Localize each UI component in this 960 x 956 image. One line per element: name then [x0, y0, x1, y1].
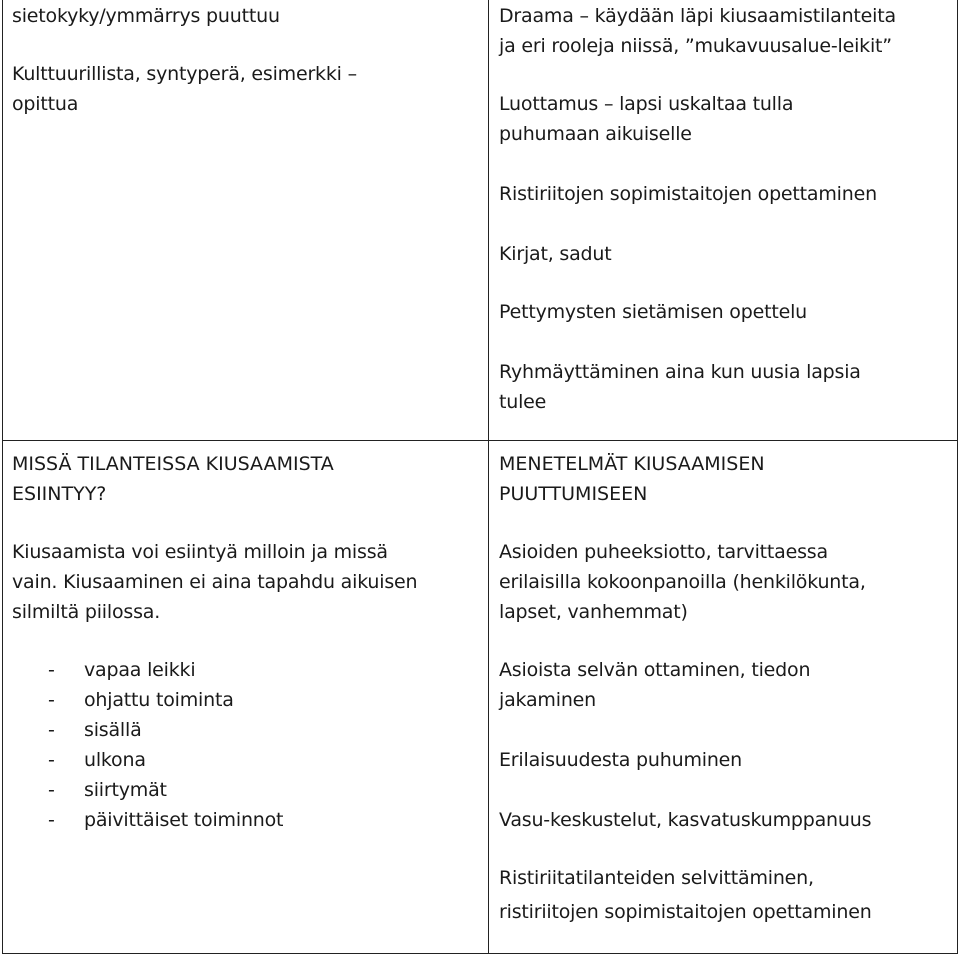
text-line: vain. Kiusaaminen ei aina tapahdu aikuisen: [12, 571, 418, 593]
list-item: ohjattu toiminta: [84, 689, 234, 711]
text-line: Asioista selvän ottaminen, tiedon: [499, 659, 811, 681]
list-bullet: -: [48, 719, 55, 741]
list-item: päivittäiset toiminnot: [84, 809, 284, 831]
list-item: ulkona: [84, 749, 146, 771]
text-line: ristiriitojen sopimistaitojen opettaminen: [499, 901, 872, 923]
text-line: Asioiden puheeksiotto, tarvittaessa: [499, 541, 828, 563]
text-line: Kulttuurillista, syntyperä, esimerkki –: [12, 63, 357, 85]
text-line: lapset, vanhemmat): [499, 601, 688, 623]
text-line: Kiusaamista voi esiintyä milloin ja missä: [12, 541, 388, 563]
text-line: Pettymysten sietämisen opettelu: [499, 301, 807, 323]
list-bullet: -: [48, 689, 55, 711]
text-line: puhumaan aikuiselle: [499, 123, 692, 145]
text-line: opittua: [12, 93, 79, 115]
text-line: erilaisilla kokoonpanoilla (henkilökunta,: [499, 571, 866, 593]
list-bullet: -: [48, 749, 55, 771]
list-bullet: -: [48, 809, 55, 831]
text-line: Ristiriitojen sopimistaitojen opettaminen: [499, 183, 877, 205]
list-item: vapaa leikki: [84, 659, 196, 681]
list-bullet: -: [48, 659, 55, 681]
list-item: sisällä: [84, 719, 142, 741]
text-line: Vasu-keskustelut, kasvatuskumppanuus: [499, 809, 872, 831]
text-line: Kirjat, sadut: [499, 243, 612, 265]
list-bullet: -: [48, 779, 55, 801]
text-line: Draama – käydään läpi kiusaamistilanteita: [499, 5, 896, 27]
section-heading: ESIINTYY?: [12, 483, 107, 505]
text-line: Ryhmäyttäminen aina kun uusia lapsia: [499, 361, 861, 383]
text-line: Erilaisuudesta puhuminen: [499, 749, 743, 771]
column-divider: [488, 0, 489, 954]
text-line: sietokyky/ymmärrys puuttuu: [12, 5, 280, 27]
section-heading: PUUTTUMISEEN: [499, 483, 648, 505]
text-line: jakaminen: [499, 689, 596, 711]
section-heading: MISSÄ TILANTEISSA KIUSAAMISTA: [12, 453, 334, 475]
text-line: tulee: [499, 391, 547, 413]
list-item: siirtymät: [84, 779, 167, 801]
row-divider: [2, 440, 958, 441]
section-heading: MENETELMÄT KIUSAAMISEN: [499, 453, 765, 475]
text-line: Ristiriitatilanteiden selvittäminen,: [499, 867, 814, 889]
text-line: ja eri rooleja niissä, ”mukavuusalue-leikit”: [499, 35, 892, 57]
text-line: silmiltä piilossa.: [12, 601, 161, 623]
text-line: Luottamus – lapsi uskaltaa tulla: [499, 93, 794, 115]
